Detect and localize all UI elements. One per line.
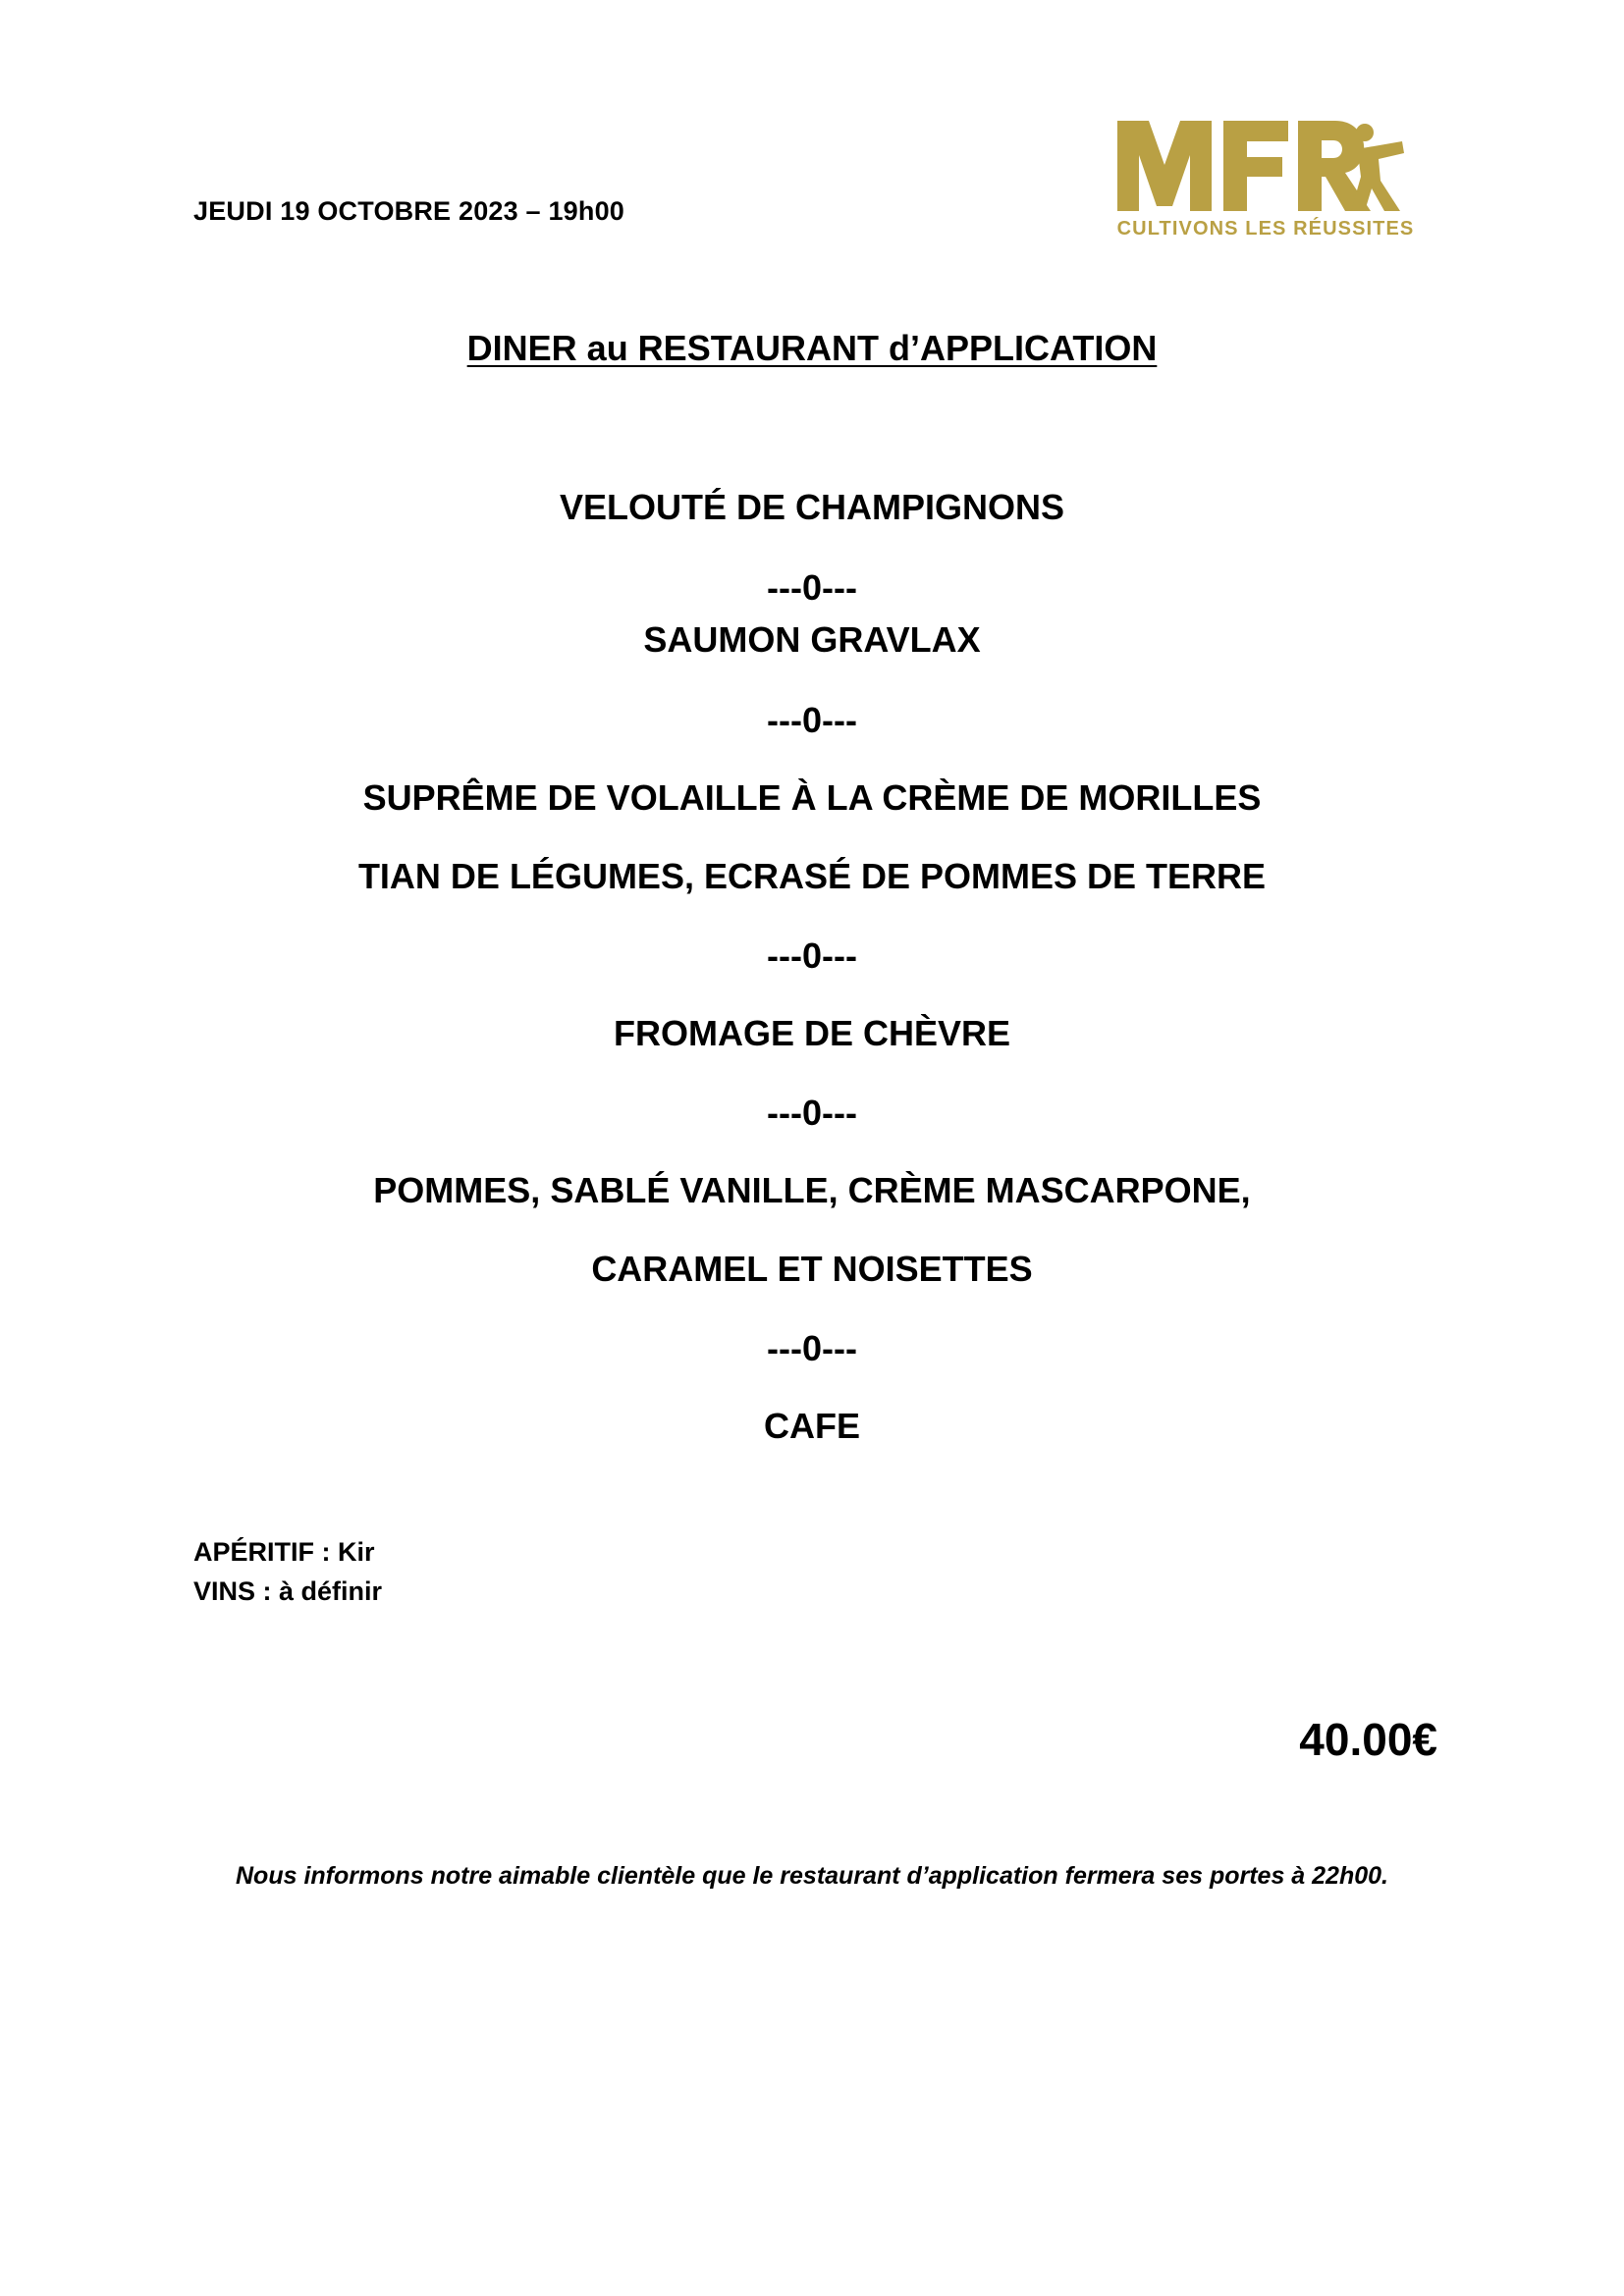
menu-separator: ---0--- bbox=[767, 700, 857, 740]
logo-tagline: CULTIVONS LES RÉUSSITES bbox=[1116, 218, 1415, 240]
menu-item-cheese: FROMAGE DE CHÈVRE bbox=[613, 1013, 1011, 1053]
menu-item-coffee: CAFE bbox=[764, 1406, 860, 1446]
page-title bbox=[0, 328, 1624, 369]
menu-price: 40.00€ bbox=[1299, 1714, 1437, 1765]
page-title-text: DINER au RESTAURANT d’APPLICATION bbox=[466, 328, 1158, 368]
menu-item-starter: VELOUTÉ DE CHAMPIGNONS bbox=[559, 487, 1065, 527]
mfr-logo-mark bbox=[1088, 116, 1443, 214]
closing-notice: Nous informons notre aimable clientèle que le restaurant d’application fermera ses portes à 22h00. bbox=[236, 1862, 1388, 1890]
menu-item-dessert: POMMES, SABLÉ VANILLE, CRÈME MASCARPONE, bbox=[373, 1170, 1251, 1210]
menu-separator: ---0--- bbox=[767, 1093, 857, 1133]
menu-item-main: SUPRÊME DE VOLAILLE À LA CRÈME DE MORILLES bbox=[362, 777, 1262, 818]
wines-line: VINS : à définir bbox=[193, 1576, 383, 1606]
menu-item-fish: SAUMON GRAVLAX bbox=[643, 619, 981, 660]
menu-item-main-side: TIAN DE LÉGUMES, ECRASÉ DE POMMES DE TERRE bbox=[357, 856, 1267, 896]
mfr-logo bbox=[1088, 116, 1443, 243]
menu-separator: ---0--- bbox=[767, 1328, 857, 1368]
menu-separator: ---0--- bbox=[767, 935, 857, 976]
menu-item-dessert-cont: CARAMEL ET NOISETTES bbox=[591, 1249, 1033, 1289]
menu-separator: ---0--- bbox=[767, 567, 857, 608]
event-date: JEUDI 19 OCTOBRE 2023 – 19h00 bbox=[193, 196, 625, 226]
aperitif-line: APÉRITIF : Kir bbox=[193, 1537, 375, 1567]
